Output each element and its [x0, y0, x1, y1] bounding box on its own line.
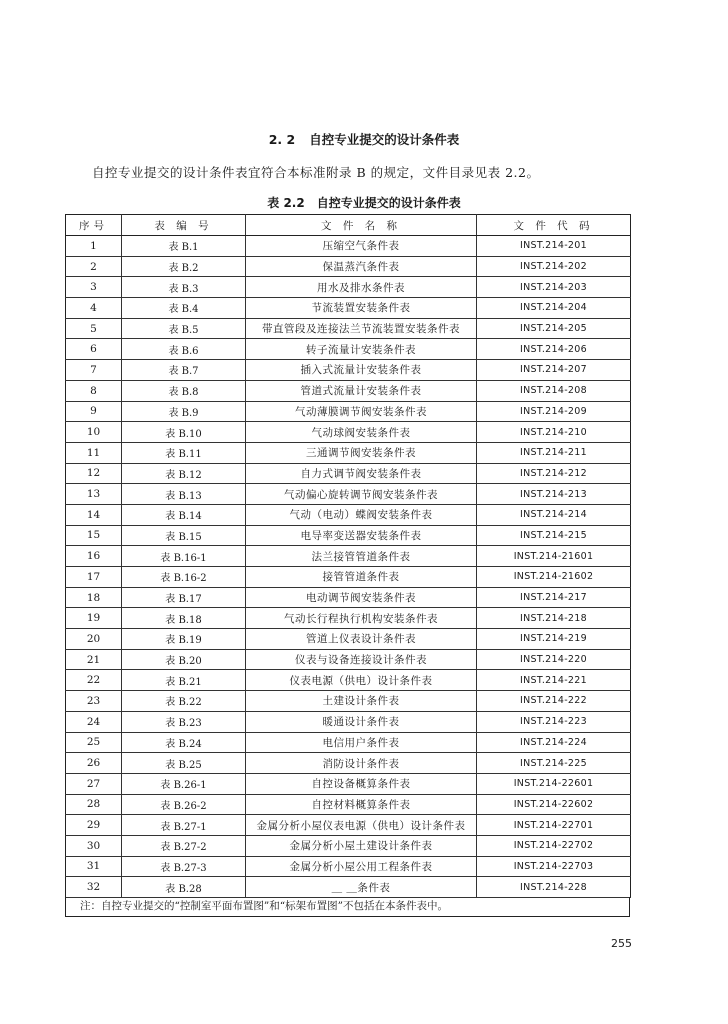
row-table-number: 表 B.16-2 [122, 567, 246, 588]
row-file-name: 金属分析小屋土建设计条件表 [246, 835, 477, 856]
row-file-name: 金属分析小屋仪表电源（供电）设计条件表 [246, 815, 477, 836]
row-file-code: INST.214-22701 [477, 815, 631, 836]
row-table-number: 表 B.27-2 [122, 835, 246, 856]
row-file-code: INST.214-213 [477, 484, 631, 505]
row-table-number: 表 B.5 [122, 318, 246, 339]
row-seq: 22 [66, 670, 122, 691]
row-seq: 25 [66, 732, 122, 753]
section-number: 2. 2 [268, 132, 296, 147]
row-table-number: 表 B.25 [122, 753, 246, 774]
table-row [66, 856, 631, 877]
row-table-number: 表 B.27-1 [122, 815, 246, 836]
table-row [66, 691, 631, 712]
row-file-name: 气动长行程执行机构安装条件表 [246, 608, 477, 629]
table-row [66, 380, 631, 401]
row-file-code: INST.214-201 [477, 236, 631, 257]
table-row [66, 877, 631, 898]
row-file-name: 保温蒸汽条件表 [246, 256, 477, 277]
row-file-name: 气动球阀安装条件表 [246, 422, 477, 443]
row-table-number: 表 B.13 [122, 484, 246, 505]
row-table-number: 表 B.22 [122, 691, 246, 712]
row-file-name: 土建设计条件表 [246, 691, 477, 712]
row-seq: 30 [66, 835, 122, 856]
table-number: 表 2.2 [267, 196, 305, 210]
row-table-number: 表 B.14 [122, 504, 246, 525]
section-title: 自控专业提交的设计条件表 [309, 132, 460, 147]
conditions-table [65, 214, 631, 898]
row-file-name: 金属分析小屋公用工程条件表 [246, 856, 477, 877]
table-row [66, 318, 631, 339]
table-row [66, 360, 631, 381]
row-file-code: INST.214-214 [477, 504, 631, 525]
row-table-number: 表 B.12 [122, 463, 246, 484]
row-seq: 28 [66, 794, 122, 815]
row-table-number: 表 B.11 [122, 442, 246, 463]
table-row [66, 422, 631, 443]
row-table-number: 表 B.17 [122, 587, 246, 608]
table-caption [0, 194, 728, 211]
table-row [66, 670, 631, 691]
header-table-number: 表 编 号 [122, 215, 246, 236]
row-seq: 3 [66, 277, 122, 298]
row-file-name: 转子流量计安装条件表 [246, 339, 477, 360]
intro-paragraph: 自控专业提交的设计条件表宜符合本标准附录 B 的规定，文件目录见表 2.2。 [92, 165, 540, 180]
row-table-number: 表 B.16-1 [122, 546, 246, 567]
row-seq: 18 [66, 587, 122, 608]
table-row [66, 401, 631, 422]
table-row [66, 629, 631, 650]
row-file-name: 暖通设计条件表 [246, 711, 477, 732]
row-seq: 9 [66, 401, 122, 422]
row-table-number: 表 B.15 [122, 525, 246, 546]
section-heading [0, 130, 728, 148]
row-file-code: INST.214-203 [477, 277, 631, 298]
row-table-number: 表 B.9 [122, 401, 246, 422]
table-row [66, 732, 631, 753]
row-file-name: 自控设备概算条件表 [246, 773, 477, 794]
row-table-number: 表 B.4 [122, 298, 246, 319]
row-seq: 6 [66, 339, 122, 360]
row-file-code: INST.214-210 [477, 422, 631, 443]
row-seq: 19 [66, 608, 122, 629]
row-file-name: 气动（电动）蝶阀安装条件表 [246, 504, 477, 525]
header-seq: 序号 [66, 215, 122, 236]
row-file-code: INST.214-222 [477, 691, 631, 712]
row-seq: 10 [66, 422, 122, 443]
row-file-code: INST.214-209 [477, 401, 631, 422]
row-table-number: 表 B.6 [122, 339, 246, 360]
row-file-code: INST.214-21602 [477, 567, 631, 588]
row-file-code: INST.214-219 [477, 629, 631, 650]
row-file-code: INST.214-21601 [477, 546, 631, 567]
row-table-number: 表 B.2 [122, 256, 246, 277]
table-row [66, 525, 631, 546]
table-row [66, 504, 631, 525]
table-row [66, 753, 631, 774]
row-file-code: INST.214-22601 [477, 773, 631, 794]
table-row [66, 711, 631, 732]
row-file-name: 自控材料概算条件表 [246, 794, 477, 815]
row-file-name: 接管管道条件表 [246, 567, 477, 588]
table-row [66, 815, 631, 836]
row-seq: 16 [66, 546, 122, 567]
row-file-code: INST.214-204 [477, 298, 631, 319]
row-table-number: 表 B.26-2 [122, 794, 246, 815]
row-file-code: INST.214-225 [477, 753, 631, 774]
row-file-code: INST.214-22702 [477, 835, 631, 856]
row-seq: 12 [66, 463, 122, 484]
row-file-name: 三通调节阀安装条件表 [246, 442, 477, 463]
row-file-name: 用水及排水条件表 [246, 277, 477, 298]
header-file-code: 文 件 代 码 [477, 215, 631, 236]
table-row [66, 649, 631, 670]
row-file-name: 电导率变送器安装条件表 [246, 525, 477, 546]
row-table-number: 表 B.7 [122, 360, 246, 381]
row-file-name: 带直管段及连接法兰节流装置安装条件表 [246, 318, 477, 339]
row-seq: 7 [66, 360, 122, 381]
row-table-number: 表 B.10 [122, 422, 246, 443]
row-file-name: 压缩空气条件表 [246, 236, 477, 257]
row-seq: 27 [66, 773, 122, 794]
row-seq: 21 [66, 649, 122, 670]
row-file-name: 节流装置安装条件表 [246, 298, 477, 319]
row-file-code: INST.214-207 [477, 360, 631, 381]
row-seq: 1 [66, 236, 122, 257]
row-file-code: INST.214-220 [477, 649, 631, 670]
table-note: 注：自控专业提交的“控制室平面布置图”和“标架布置图”不包括在本条件表中。 [65, 897, 630, 917]
row-file-name: ＿ ＿条件表 [246, 877, 477, 898]
row-table-number: 表 B.24 [122, 732, 246, 753]
row-table-number: 表 B.18 [122, 608, 246, 629]
row-file-code: INST.214-228 [477, 877, 631, 898]
row-file-name: 管道式流量计安装条件表 [246, 380, 477, 401]
row-file-name: 仪表与设备连接设计条件表 [246, 649, 477, 670]
row-seq: 14 [66, 504, 122, 525]
table-row [66, 236, 631, 257]
header-file-name: 文 件 名 称 [246, 215, 477, 236]
row-seq: 5 [66, 318, 122, 339]
table-row [66, 256, 631, 277]
row-seq: 11 [66, 442, 122, 463]
row-file-name: 电动调节阀安装条件表 [246, 587, 477, 608]
row-file-code: INST.214-212 [477, 463, 631, 484]
row-file-code: INST.214-211 [477, 442, 631, 463]
row-file-name: 气动薄膜调节阀安装条件表 [246, 401, 477, 422]
row-file-code: INST.214-205 [477, 318, 631, 339]
table-row [66, 484, 631, 505]
row-table-number: 表 B.27-3 [122, 856, 246, 877]
table-row [66, 587, 631, 608]
row-file-code: INST.214-218 [477, 608, 631, 629]
row-file-code: INST.214-22602 [477, 794, 631, 815]
table-row [66, 773, 631, 794]
row-seq: 26 [66, 753, 122, 774]
table-row [66, 835, 631, 856]
table-row [66, 339, 631, 360]
row-file-name: 自力式调节阀安装条件表 [246, 463, 477, 484]
row-seq: 32 [66, 877, 122, 898]
row-table-number: 表 B.19 [122, 629, 246, 650]
row-seq: 23 [66, 691, 122, 712]
row-file-code: INST.214-22703 [477, 856, 631, 877]
row-file-code: INST.214-208 [477, 380, 631, 401]
row-table-number: 表 B.23 [122, 711, 246, 732]
row-table-number: 表 B.1 [122, 236, 246, 257]
row-seq: 31 [66, 856, 122, 877]
row-file-name: 仪表电源（供电）设计条件表 [246, 670, 477, 691]
row-file-code: INST.214-223 [477, 711, 631, 732]
row-file-code: INST.214-224 [477, 732, 631, 753]
table-row [66, 463, 631, 484]
row-file-code: INST.214-202 [477, 256, 631, 277]
row-table-number: 表 B.21 [122, 670, 246, 691]
page-number: 255 [611, 937, 632, 950]
row-seq: 4 [66, 298, 122, 319]
row-table-number: 表 B.8 [122, 380, 246, 401]
row-seq: 13 [66, 484, 122, 505]
table-row [66, 277, 631, 298]
row-file-code: INST.214-221 [477, 670, 631, 691]
table-row [66, 546, 631, 567]
table-row [66, 794, 631, 815]
row-file-name: 法兰接管管道条件表 [246, 546, 477, 567]
row-table-number: 表 B.20 [122, 649, 246, 670]
row-file-code: INST.214-215 [477, 525, 631, 546]
row-file-name: 电信用户条件表 [246, 732, 477, 753]
table-row [66, 567, 631, 588]
row-table-number: 表 B.28 [122, 877, 246, 898]
table-row [66, 608, 631, 629]
row-file-code: INST.214-206 [477, 339, 631, 360]
row-file-code: INST.214-217 [477, 587, 631, 608]
row-seq: 17 [66, 567, 122, 588]
row-file-name: 消防设计条件表 [246, 753, 477, 774]
row-seq: 29 [66, 815, 122, 836]
row-seq: 2 [66, 256, 122, 277]
row-seq: 15 [66, 525, 122, 546]
table-row [66, 298, 631, 319]
table-row [66, 442, 631, 463]
row-file-name: 气动偏心旋转调节阀安装条件表 [246, 484, 477, 505]
row-seq: 8 [66, 380, 122, 401]
row-file-name: 管道上仪表设计条件表 [246, 629, 477, 650]
table-header-row [66, 215, 631, 236]
row-seq: 24 [66, 711, 122, 732]
row-table-number: 表 B.3 [122, 277, 246, 298]
table-title: 自控专业提交的设计条件表 [316, 196, 461, 210]
row-file-name: 插入式流量计安装条件表 [246, 360, 477, 381]
row-seq: 20 [66, 629, 122, 650]
row-table-number: 表 B.26-1 [122, 773, 246, 794]
